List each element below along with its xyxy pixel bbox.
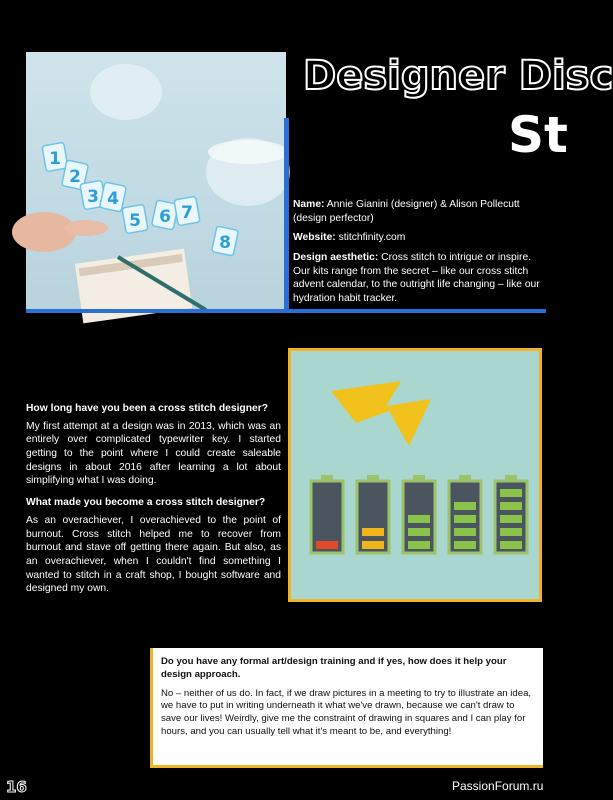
battery-charm: [449, 475, 481, 553]
page-title-line1: Designer Disc: [303, 53, 613, 99]
box-question: Do you have any formal art/design training and if yes, how does it help your design approach.: [161, 656, 507, 680]
battery-level-bar: [362, 541, 384, 549]
qa-answer-2: As an overachiever, I overachieved to the point of burnout. Cross stitch helped me to recover from burnout and stave off getting there again. But also, as an overachiever, when I couldn't find something I wanted to stitch in a craft shop, I bought software and designed my own.: [26, 514, 281, 595]
number-charm: [174, 196, 200, 225]
battery-tracker-photo: [288, 348, 542, 602]
number-charm-digit: 1: [49, 149, 61, 169]
name-label: Name:: [293, 199, 325, 210]
number-charms-photo: [26, 52, 286, 309]
battery-charm: [495, 475, 527, 553]
battery-charm: [311, 475, 343, 553]
watermark: PassionForum.ru: [452, 779, 544, 793]
website-link[interactable]: stitchfinity.com: [335, 232, 406, 244]
number-charm: [42, 142, 68, 171]
battery-level-bar: [500, 528, 522, 536]
number-charm: [100, 182, 127, 212]
battery-charm: [357, 475, 389, 553]
number-charm-digit: 2: [69, 167, 81, 187]
number-charm-digit: 8: [219, 233, 231, 253]
battery-charm: [403, 475, 435, 553]
number-charms-illustration: [26, 52, 286, 309]
box-answer: No – neither of us do. In fact, if we draw pictures in a meeting to try to illustrate an idea, we have to put in writing underneath it what we've drawn, because we can't draw to save our lives! Weirdly, give me the constraint of drawing in squares and I can play for hours, and you can usually tell what it's meant to be, and everything!: [161, 687, 532, 737]
aesthetic-value: Cross stitch to intrigue or inspire. Our kits range from the secret – like our cross stitch advent calendar, to the outright life changing – like our hydration habit tracker.: [293, 252, 540, 305]
qa-section: [26, 402, 281, 604]
aesthetic-label: Design aesthetic:: [293, 252, 379, 264]
qa-question-2: What made you become a cross stitch designer?: [26, 497, 266, 509]
battery-level-bar: [500, 541, 522, 549]
page-number: 16: [6, 778, 27, 796]
battery-level-bar: [408, 515, 430, 523]
battery-level-bar: [316, 541, 338, 549]
battery-level-bar: [500, 489, 522, 497]
name-value: Annie Gianini (designer) & Alison Pollecutt (design perfector): [293, 199, 520, 224]
number-charm: [122, 204, 148, 233]
qa-question-1: How long have you been a cross stitch designer?: [26, 403, 269, 414]
battery-level-bar: [408, 541, 430, 549]
number-charm-digit: 4: [107, 189, 119, 209]
number-charm-digit: 5: [129, 211, 141, 231]
number-charm-digit: 3: [87, 187, 99, 207]
training-box: [150, 648, 543, 768]
page-title-line2: St: [508, 106, 568, 164]
battery-tracker-illustration: [291, 351, 539, 599]
number-charm-digit: 7: [181, 203, 193, 223]
designer-info: [293, 198, 543, 312]
battery-level-bar: [500, 502, 522, 510]
qa-answer-1: My first attempt at a design was in 2013, which was an entirely over complicated typewriter key. I started getting to the point where I could create saleable designs in about 2016 after learning a lot about simplifying what I was doing.: [26, 420, 281, 487]
battery-level-bar: [500, 515, 522, 523]
website-line: [293, 231, 543, 245]
number-charm: [212, 226, 239, 256]
name-line: [293, 198, 543, 225]
lightning-bolt-icon: [331, 381, 431, 446]
accent-bar-vertical: [284, 118, 289, 312]
aesthetic-line: [293, 251, 543, 306]
battery-level-bar: [408, 528, 430, 536]
battery-level-bar: [454, 541, 476, 549]
battery-level-bar: [362, 528, 384, 536]
battery-level-bar: [454, 528, 476, 536]
website-label: Website:: [293, 232, 336, 244]
battery-level-bar: [454, 502, 476, 510]
battery-level-bar: [454, 515, 476, 523]
number-charm-digit: 6: [159, 207, 171, 227]
